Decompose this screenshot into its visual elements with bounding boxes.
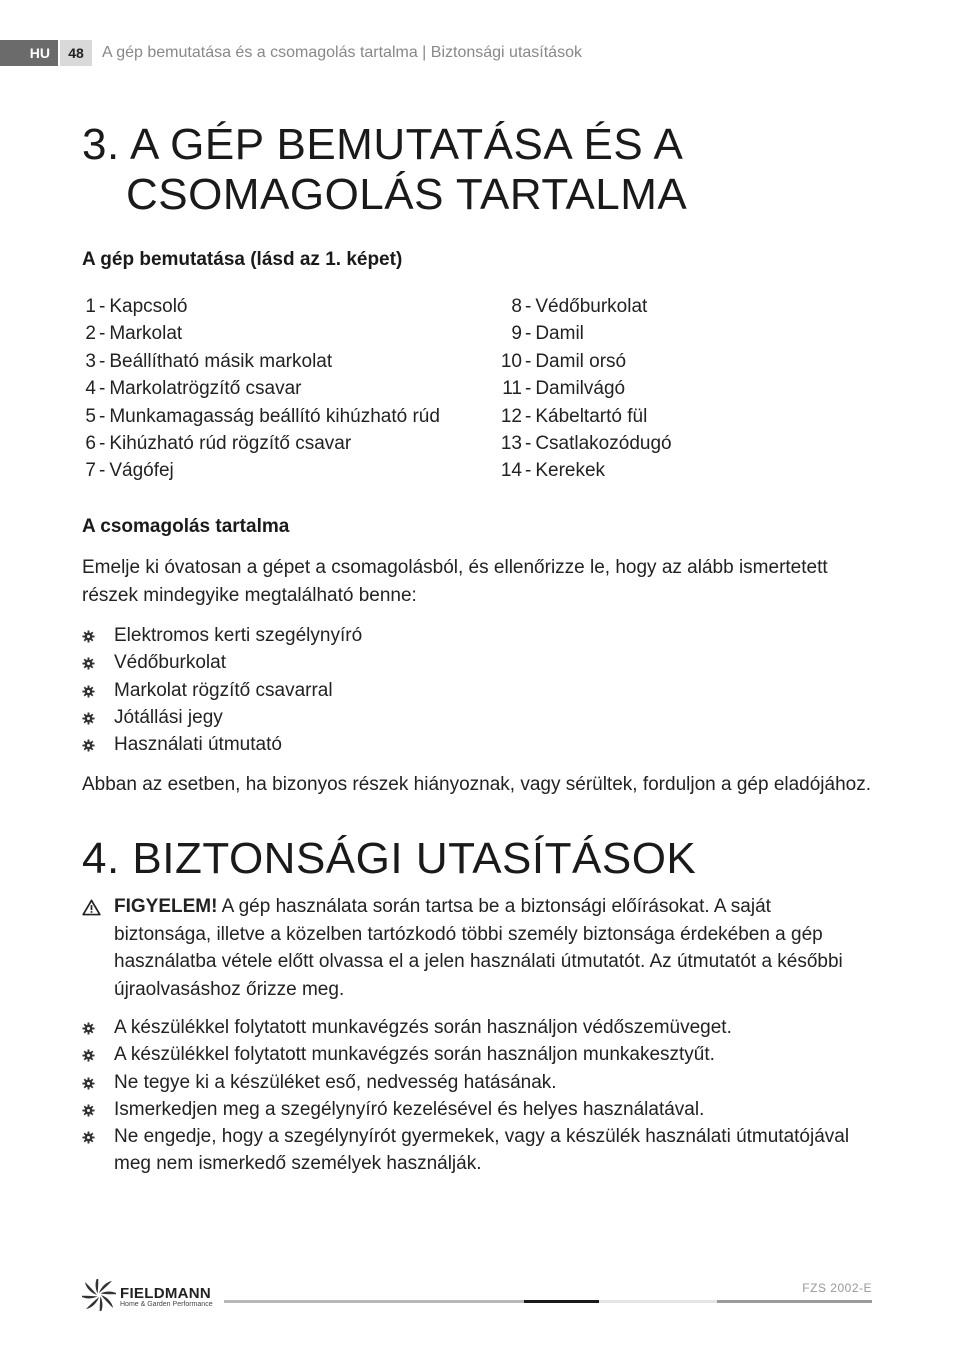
safety-list [82, 1014, 872, 1178]
list-item: Jótállási jegy [82, 704, 872, 731]
list-item: Használati útmutató [82, 731, 872, 758]
gear-bullet-icon [82, 731, 114, 758]
list-item: Védőburkolat [82, 649, 872, 676]
parts-list-left [84, 293, 440, 485]
list-item: 11 - Damilvágó [502, 378, 626, 400]
warning-triangle-icon [82, 893, 114, 1003]
gear-bullet-icon [82, 1041, 114, 1068]
fieldmann-swirl-icon [82, 1279, 116, 1316]
gear-bullet-icon [82, 704, 114, 731]
list-item: 6 - Kihúzható rúd rögzítő csavar [85, 433, 352, 455]
warning-text: FIGYELEM! A gép használata során tartsa be a biztonsági előírásokat. A saját biztonsága, illetve a közelben tartózkodó többi személy biztonsága érdekében a gép használatba vétele előtt olvassa el a jelen használati útmutatót. Az útmutatót a későbbi újraolvasáshoz őrizze meg. [114, 896, 843, 1000]
list-item: 2 - Markolat [85, 323, 183, 345]
list-item: Ne engedje, hogy a szegélynyírót gyermekek, vagy a készülék használati útmutatójával meg nem ismerkedő személyek használják. [82, 1123, 872, 1178]
parts-heading: A gép bemutatása (lásd az 1. képet) [82, 249, 403, 270]
list-item: 5 - Munkamagasság beállító kihúzható rúd [85, 405, 440, 427]
brand-name: FIELDMANN [120, 1285, 212, 1302]
list-item: 14 - Kerekek [500, 460, 606, 482]
running-title: A gép bemutatása és a csomagolás tartalma | Biztonsági utasítások [102, 44, 582, 61]
page-number: 48 [60, 40, 92, 66]
warning-block [82, 893, 872, 1003]
footer-divider-segment [717, 1300, 872, 1303]
gear-bullet-icon [82, 1069, 114, 1096]
list-item: Elektromos kerti szegélynyíró [82, 622, 872, 649]
warning-label: FIGYELEM! [114, 896, 218, 917]
section-4-title: 4. BIZTONSÁGI UTASÍTÁSOK [82, 834, 697, 883]
gear-bullet-icon [82, 677, 114, 704]
section-3-title-line2: CSOMAGOLÁS TARTALMA [126, 170, 688, 219]
parts-list-right [500, 293, 672, 485]
list-item: Markolat rögzítő csavarral [82, 677, 872, 704]
gear-bullet-icon [82, 622, 114, 649]
footer-divider-segment [524, 1300, 599, 1303]
language-badge: HU [0, 40, 58, 66]
page-header [0, 40, 582, 66]
gear-bullet-icon [82, 649, 114, 676]
list-item: 8 - Védőburkolat [511, 296, 648, 317]
list-item: 12 - Kábeltartó fül [500, 405, 648, 427]
list-item: A készülékkel folytatott munkavégzés során használjon védőszemüveget. [82, 1014, 872, 1041]
list-item: 10 - Damil orsó [500, 350, 627, 372]
footer-divider-segment [224, 1300, 524, 1303]
list-item: 7 - Vágófej [85, 460, 174, 482]
gear-bullet-icon [82, 1096, 114, 1123]
footer-divider-segment [599, 1300, 717, 1303]
gear-bullet-icon [82, 1014, 114, 1041]
section-3-title [82, 120, 687, 220]
package-note: Abban az esetben, ha bizonyos részek hiányoznak, vagy sérültek, forduljon a gép eladójához. [82, 774, 872, 795]
brand-tagline: Home & Garden Performance [120, 1301, 213, 1308]
gear-bullet-icon [82, 1123, 114, 1178]
list-item: Ne tegye ki a készüléket eső, nedvesség hatásának. [82, 1069, 872, 1096]
brand-logo [82, 1279, 213, 1316]
list-item: 13 - Csatlakozódugó [500, 433, 672, 455]
list-item: 9 - Damil [511, 323, 584, 345]
list-item: 1 - Kapcsoló [85, 296, 188, 317]
package-heading: A csomagolás tartalma [82, 516, 290, 537]
package-intro: Emelje ki óvatosan a gépet a csomagolásból, és ellenőrizze le, hogy az alább ismertetett részek mindegyike megtalálható benne: [82, 557, 828, 606]
list-item: 3 - Beállítható másik markolat [85, 350, 333, 372]
list-item: A készülékkel folytatott munkavégzés során használjon munkakesztyűt. [82, 1041, 872, 1068]
section-3-title-line1: 3. A GÉP BEMUTATÁSA ÉS A [82, 120, 684, 169]
list-item: Ismerkedjen meg a szegélynyíró kezelésével és helyes használatával. [82, 1096, 872, 1123]
model-number: FZS 2002-E [802, 1281, 872, 1295]
package-list [82, 622, 872, 758]
list-item: 4 - Markolatrögzítő csavar [85, 378, 302, 400]
